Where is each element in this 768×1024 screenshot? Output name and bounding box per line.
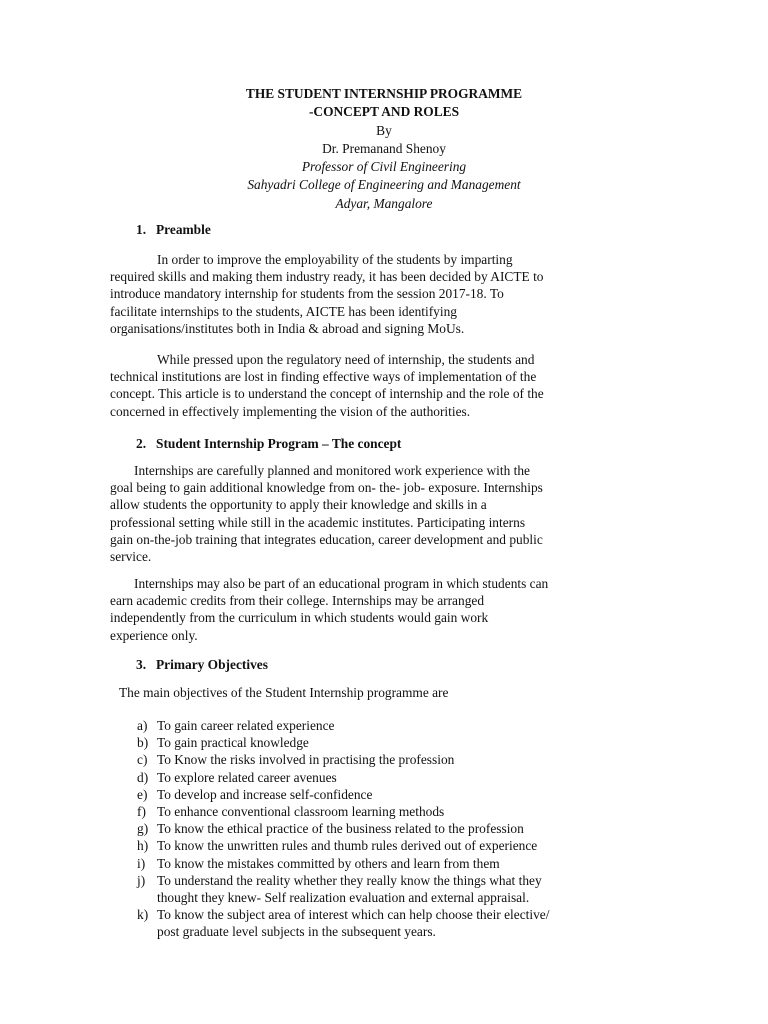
list-item-text: To Know the risks involved in practising the profession: [157, 752, 455, 768]
section-number: 2.: [136, 436, 147, 451]
objectives-list: [137, 717, 657, 941]
list-marker: h): [137, 838, 149, 854]
list-item-text: To know the subject area of interest which can help choose their elective/: [157, 907, 550, 923]
paragraph-line: service.: [110, 549, 152, 565]
paragraph-line: technical institutions are lost in finding effective ways of implementation of the: [110, 369, 537, 385]
paragraph-line: allow students the opportunity to apply their knowledge and skills in a: [110, 497, 487, 513]
list-marker: i): [137, 855, 146, 871]
section-number: 1.: [136, 222, 147, 237]
author-position: Professor of Civil Engineering: [301, 159, 467, 175]
preamble-paragraph-2: [110, 351, 615, 420]
list-marker: b): [137, 735, 149, 751]
list-item: [137, 734, 657, 751]
paragraph-line: While pressed upon the regulatory need of internship, the students and: [157, 352, 535, 367]
paragraph-line: introduce mandatory internship for students from the session 2017-18. To: [110, 286, 504, 302]
concept-paragraph-2: [110, 575, 615, 644]
list-marker: g): [137, 821, 149, 837]
section-heading-objectives: [136, 656, 268, 673]
objectives-intro: [119, 684, 624, 701]
section-heading-preamble: [136, 221, 211, 238]
paragraph-line: goal being to gain additional knowledge from on- the- job- exposure. Internships: [110, 480, 543, 496]
author-institution: Sahyadri College of Engineering and Management: [247, 177, 521, 193]
list-item-text: To gain practical knowledge: [157, 735, 309, 751]
list-item: [137, 803, 657, 820]
list-item: [137, 906, 657, 940]
list-marker: a): [137, 718, 148, 733]
list-item-text: To know the ethical practice of the business related to the profession: [157, 821, 524, 837]
list-item-text-continued: post graduate level subjects in the subsequent years.: [157, 924, 436, 940]
preamble-paragraph-1: [110, 251, 615, 337]
list-item-text: To understand the reality whether they really know the things what they: [157, 872, 542, 888]
list-marker: d): [137, 769, 149, 785]
section-heading-concept: [136, 435, 401, 452]
paragraph-line: The main objectives of the Student Internship programme are: [119, 685, 449, 700]
list-item-text: To gain career related experience: [157, 718, 335, 733]
paragraph-line: experience only.: [110, 627, 198, 643]
section-heading-text: Primary Objectives: [156, 657, 268, 672]
list-item: [137, 855, 657, 872]
list-item: [137, 786, 657, 803]
paragraph-line: professional setting while still in the academic institutes. Participating interns: [110, 514, 526, 530]
list-item-text: To know the mistakes committed by others and learn from them: [157, 855, 500, 871]
section-heading-text: Preamble: [156, 222, 211, 237]
section-heading-text: Student Internship Program – The concept: [156, 436, 402, 451]
list-item: [137, 872, 657, 906]
paragraph-line: required skills and making them industry ready, it has been decided by AICTE to: [110, 269, 544, 285]
list-item-text: To know the unwritten rules and thumb rules derived out of experience: [157, 838, 538, 854]
list-item-text: To enhance conventional classroom learning methods: [157, 804, 445, 820]
paragraph-line: organisations/institutes both in India & abroad and signing MoUs.: [110, 320, 465, 336]
paragraph-line: Internships are carefully planned and monitored work experience with the: [134, 463, 530, 478]
list-marker: f): [137, 804, 146, 820]
list-marker: k): [137, 907, 149, 923]
list-marker: c): [137, 752, 148, 768]
author-name: Dr. Premanand Shenoy: [322, 140, 446, 156]
paragraph-line: In order to improve the employability of the students by imparting: [157, 252, 513, 267]
by-line: By: [376, 122, 392, 138]
list-item: [137, 717, 657, 734]
list-item-text-continued: thought they knew- Self realization evaluation and external appraisal.: [157, 890, 530, 906]
document-title-line-1: THE STUDENT INTERNSHIP PROGRAMME: [245, 86, 523, 101]
document-title-line-2: -CONCEPT AND ROLES: [308, 104, 460, 120]
list-item-text: To develop and increase self-confidence: [157, 786, 373, 802]
section-number: 3.: [136, 657, 147, 672]
paragraph-line: gain on-the-job training that integrates education, career development and public: [110, 531, 543, 547]
paragraph-line: earn academic credits from their college. Internships may be arranged: [110, 593, 485, 609]
list-item: [137, 820, 657, 837]
list-marker: j): [137, 872, 146, 888]
paragraph-line: concept. This article is to understand the concept of internship and the role of the: [110, 386, 544, 402]
list-item-text: To explore related career avenues: [157, 769, 337, 785]
list-item: [137, 837, 657, 854]
list-item: [137, 769, 657, 786]
document-header: [0, 85, 768, 213]
author-location: Adyar, Mangalore: [335, 195, 433, 211]
paragraph-line: Internships may also be part of an educational program in which students can: [134, 576, 549, 591]
paragraph-line: facilitate internships to the students, AICTE has been identifying: [110, 303, 457, 319]
list-marker: e): [137, 786, 148, 802]
concept-paragraph-1: [110, 462, 615, 565]
paragraph-line: independently from the curriculum in which students would gain work: [110, 610, 489, 626]
paragraph-line: concerned in effectively implementing the vision of the authorities.: [110, 403, 471, 419]
list-item: [137, 751, 657, 768]
